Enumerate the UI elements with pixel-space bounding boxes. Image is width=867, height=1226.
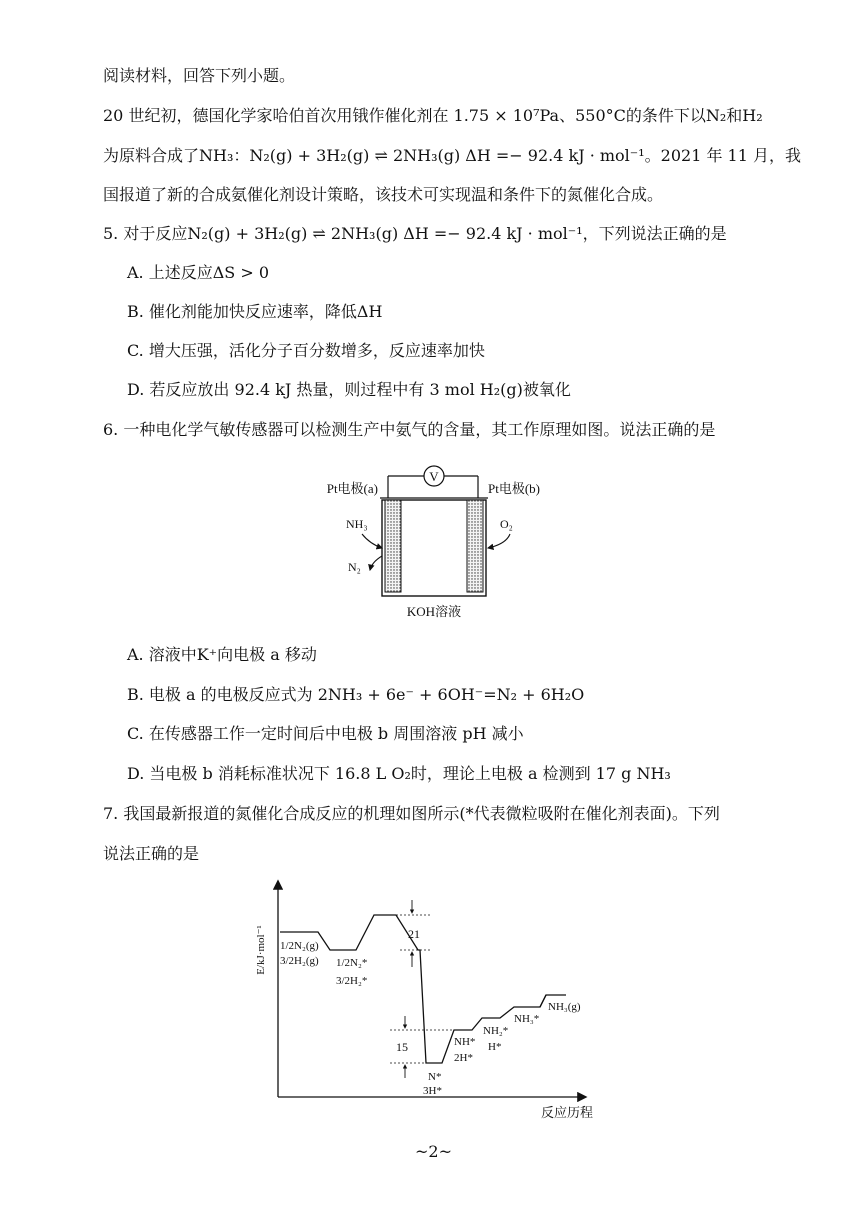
state-2-h2: 3/2H₂* [336, 975, 368, 987]
state-6-nh3: NH₃* [514, 1013, 540, 1025]
q5-option-d: D. 若反应放出 92.4 kJ 热量，则过程中有 3 mol H₂(g)被氧化 [127, 380, 571, 399]
q6-stem: 6. 一种电化学气敏传感器可以检测生产中氨气的含量，其工作原理如图。说法正确的是 [103, 420, 716, 439]
q6-option-a: A. 溶液中K⁺向电极 a 移动 [127, 645, 317, 664]
q5-option-c: C. 增大压强，活化分子百分数增多，反应速率加快 [127, 341, 485, 360]
state-1-h2: 3/2H₂(g) [280, 955, 319, 967]
sensor-diagram [300, 458, 580, 626]
n2-arrow-icon [370, 556, 382, 570]
state-3-h: 3H* [423, 1085, 442, 1097]
barrier-1-label: 21 [408, 927, 420, 941]
state-3-n: N* [428, 1071, 442, 1083]
state-2-n2: 1/2N₂* [336, 957, 368, 969]
intro-para-1: 20 世纪初，德国化学家哈伯首次用锇作催化剂在 1.75 × 10⁷Pa、550°C的条件下以N₂和H₂ [103, 106, 763, 125]
voltmeter-label: V [429, 469, 439, 484]
electrode-a [385, 500, 401, 592]
electrode-b-label: Pt电极(b) [488, 481, 541, 496]
intro-heading: 阅读材料，回答下列小题。 [103, 66, 296, 85]
q5-option-a: A. 上述反应ΔS > 0 [127, 263, 270, 282]
q5-option-b: B. 催化剂能加快反应速率，降低ΔH [127, 302, 383, 321]
o2-label: O₂ [500, 517, 513, 531]
q6-option-d: D. 当电极 b 消耗标准状况下 16.8 L O₂时，理论上电极 a 检测到 17 g NH₃ [127, 764, 671, 783]
state-1-n2: 1/2N₂(g) [280, 940, 319, 952]
y-axis-label: E/kJ·mol⁻¹ [255, 925, 267, 975]
q7-stem-1: 7. 我国最新报道的氮催化合成反应的机理如图所示(*代表微粒吸附在催化剂表面)。下列 [103, 804, 720, 823]
q6-option-b: B. 电极 a 的电极反应式为 2NH₃ + 6e⁻ + 6OH⁻=N₂ + 6H₂O [127, 685, 585, 704]
solution-label: KOH溶液 [406, 604, 462, 619]
electrode-a-label: Pt电极(a) [326, 481, 378, 496]
nh3-arrow-icon [362, 534, 382, 548]
x-axis-label: 反应历程 [540, 1105, 594, 1120]
n2-label: N₂ [348, 560, 361, 574]
barrier-2-label: 15 [396, 1040, 408, 1054]
page-number: ~2~ [415, 1142, 452, 1161]
energy-profile-diagram [250, 870, 610, 1125]
o2-arrow-icon [488, 534, 510, 548]
q7-stem-2: 说法正确的是 [103, 844, 200, 863]
state-5-nh2: NH₂* [483, 1025, 509, 1037]
intro-para-3: 国报道了新的合成氨催化剂设计策略，该技术可实现温和条件下的氮催化合成。 [103, 185, 664, 204]
electrode-b [467, 500, 483, 592]
state-4-h: 2H* [454, 1052, 473, 1064]
state-7-nh3g: NH₃(g) [548, 1001, 581, 1013]
q6-option-c: C. 在传感器工作一定时间后中电极 b 周围溶液 pH 减小 [127, 724, 524, 743]
intro-para-2: 为原料合成了NH₃：N₂(g) + 3H₂(g) ⇌ 2NH₃(g) ΔH =− 92.4 kJ · mol⁻¹。2021 年 11 月，我 [103, 146, 801, 165]
energy-curve [280, 915, 566, 1063]
state-4-nh: NH* [454, 1036, 476, 1048]
nh3-label: NH₃ [346, 517, 368, 531]
state-5-h: H* [488, 1041, 502, 1053]
q5-stem: 5. 对于反应N₂(g) + 3H₂(g) ⇌ 2NH₃(g) ΔH =− 92.4 kJ · mol⁻¹，下列说法正确的是 [103, 224, 727, 243]
